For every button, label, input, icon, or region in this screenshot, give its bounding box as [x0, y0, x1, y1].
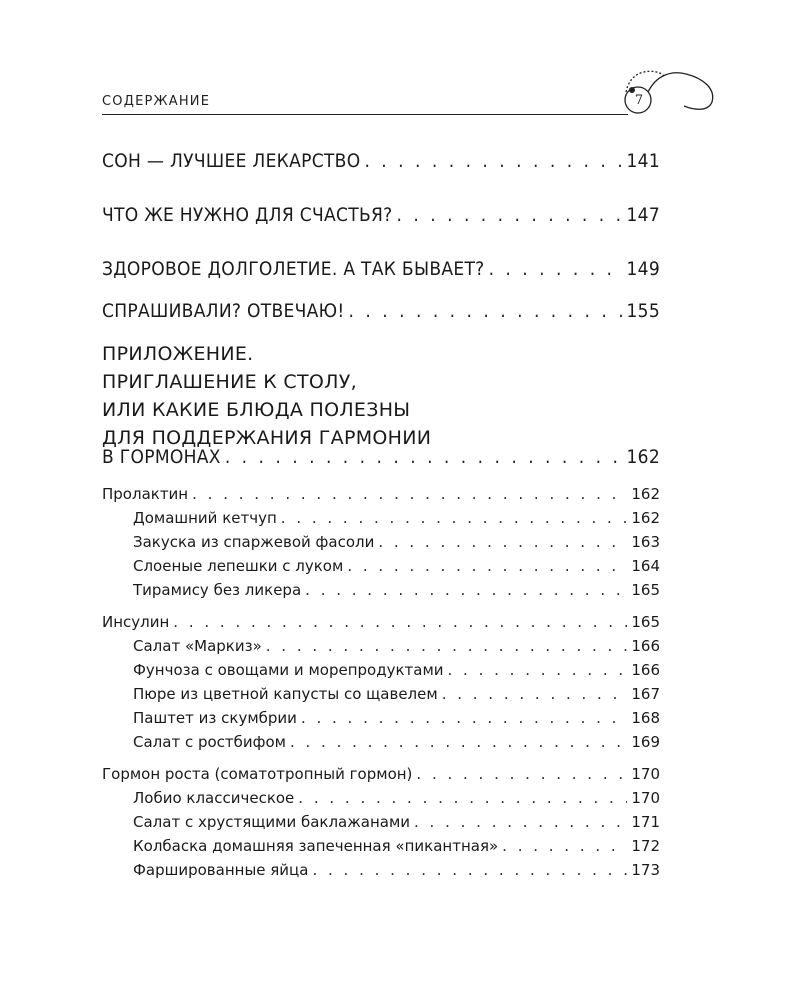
toc-entry-page: 167	[631, 685, 660, 703]
toc-entry-page: 141	[626, 150, 660, 172]
toc-item	[133, 581, 660, 599]
toc-item	[133, 709, 660, 727]
dot-leader	[416, 765, 627, 783]
toc-entry-page: 165	[631, 613, 660, 631]
toc-entry-page: 166	[631, 637, 660, 655]
toc-item	[133, 533, 660, 551]
stethoscope-icon	[612, 62, 718, 124]
toc-item	[133, 637, 660, 655]
header-rule	[102, 114, 628, 115]
toc-entry-major	[102, 300, 660, 322]
toc-entry-major	[102, 258, 660, 280]
toc-entry-page: 162	[631, 485, 660, 503]
dot-leader	[397, 204, 623, 226]
toc-entry-title: ЗДОРОВОЕ ДОЛГОЛЕТИЕ. А ТАК БЫВАЕТ?	[102, 258, 485, 280]
toc-group-heading	[102, 485, 660, 503]
appendix-heading	[102, 340, 662, 452]
toc-entry-title: Салат с хрустящими баклажанами	[133, 813, 411, 831]
toc-entry-page: 165	[631, 581, 660, 599]
toc-item	[133, 733, 660, 751]
toc-entry-page: 162	[631, 509, 660, 527]
toc-entry-page: 155	[626, 300, 660, 322]
toc-entry-page: 170	[631, 789, 660, 807]
dot-leader	[414, 813, 627, 831]
toc-entry-title: Колбаска домашняя запеченная «пикантная»	[133, 837, 499, 855]
toc-entry-title: Гормон роста (соматотропный гормон)	[102, 765, 413, 783]
toc-entry-title: Домашний кетчуп	[133, 509, 277, 527]
dot-leader	[442, 685, 628, 703]
toc-entry-page: 166	[631, 661, 660, 679]
toc-entry-title: В ГОРМОНАХ	[102, 446, 221, 468]
toc-entry-title: Тирамису без ликера	[133, 581, 302, 599]
dot-leader	[266, 637, 628, 655]
header-title: СОДЕРЖАНИЕ	[102, 94, 211, 109]
dot-leader	[364, 150, 622, 172]
page-number: 7	[634, 93, 644, 108]
dot-leader	[378, 533, 627, 551]
toc-entry-title: Фунчоза с овощами и морепродуктами	[133, 661, 444, 679]
dot-leader	[305, 581, 627, 599]
toc-entry-title: Инсулин	[102, 613, 170, 631]
toc-entry-title: СОН — ЛУЧШЕЕ ЛЕКАРСТВО	[102, 150, 361, 172]
dot-leader	[347, 557, 627, 575]
dot-leader	[298, 789, 627, 807]
toc-entry-major	[102, 204, 660, 226]
dot-leader	[502, 837, 627, 855]
toc-entry-title: Салат «Маркиз»	[133, 637, 262, 655]
toc-entry-title: Пюре из цветной капусты со щавелем	[133, 685, 438, 703]
toc-entry-page: 169	[631, 733, 660, 751]
dot-leader	[448, 661, 628, 679]
toc-entry-title: Закуска из спаржевой фасоли	[133, 533, 375, 551]
toc-entry-title: Фаршированные яйца	[133, 861, 309, 879]
appendix-line: ПРИЛОЖЕНИЕ.	[102, 343, 254, 365]
appendix-line: ДЛЯ ПОДДЕРЖАНИЯ ГАРМОНИИ	[102, 427, 432, 449]
toc-entry-appendix	[102, 446, 660, 468]
dot-leader	[489, 258, 623, 280]
toc-entry-page: 171	[631, 813, 660, 831]
toc-group-heading	[102, 765, 660, 783]
toc-entry-major	[102, 150, 660, 172]
toc-item	[133, 837, 660, 855]
toc-entry-title: Лобио классическое	[133, 789, 295, 807]
dot-leader	[290, 733, 627, 751]
toc-entry-page: 172	[631, 837, 660, 855]
toc-entry-page: 168	[631, 709, 660, 727]
toc-entry-page: 147	[626, 204, 660, 226]
toc-item	[133, 661, 660, 679]
toc-item	[133, 509, 660, 527]
toc-entry-page: 163	[631, 533, 660, 551]
toc-entry-title: Салат с ростбифом	[133, 733, 286, 751]
dot-leader	[281, 509, 628, 527]
appendix-line: ПРИГЛАШЕНИЕ К СТОЛУ,	[102, 371, 357, 393]
toc-item	[133, 685, 660, 703]
toc-item	[133, 813, 660, 831]
dot-leader	[301, 709, 627, 727]
toc-item	[133, 557, 660, 575]
toc-entry-title: Паштет из скумбрии	[133, 709, 297, 727]
toc-item	[133, 861, 660, 879]
toc-entry-title: СПРАШИВАЛИ? ОТВЕЧАЮ!	[102, 300, 345, 322]
toc-item	[133, 789, 660, 807]
dot-leader	[173, 613, 627, 631]
toc-entry-title: Слоеные лепешки с луком	[133, 557, 344, 575]
toc-group-heading	[102, 613, 660, 631]
toc-entry-page: 164	[631, 557, 660, 575]
dot-leader	[349, 300, 623, 322]
toc-entry-page: 162	[626, 446, 660, 468]
toc-entry-page: 149	[626, 258, 660, 280]
dot-leader	[192, 485, 627, 503]
toc-entry-page: 170	[631, 765, 660, 783]
toc-entry-title: Пролактин	[102, 485, 189, 503]
dot-leader	[312, 861, 627, 879]
dot-leader	[225, 446, 623, 468]
toc-entry-title: ЧТО ЖЕ НУЖНО ДЛЯ СЧАСТЬЯ?	[102, 204, 393, 226]
appendix-line: ИЛИ КАКИЕ БЛЮДА ПОЛЕЗНЫ	[102, 399, 411, 421]
toc-entry-page: 173	[631, 861, 660, 879]
